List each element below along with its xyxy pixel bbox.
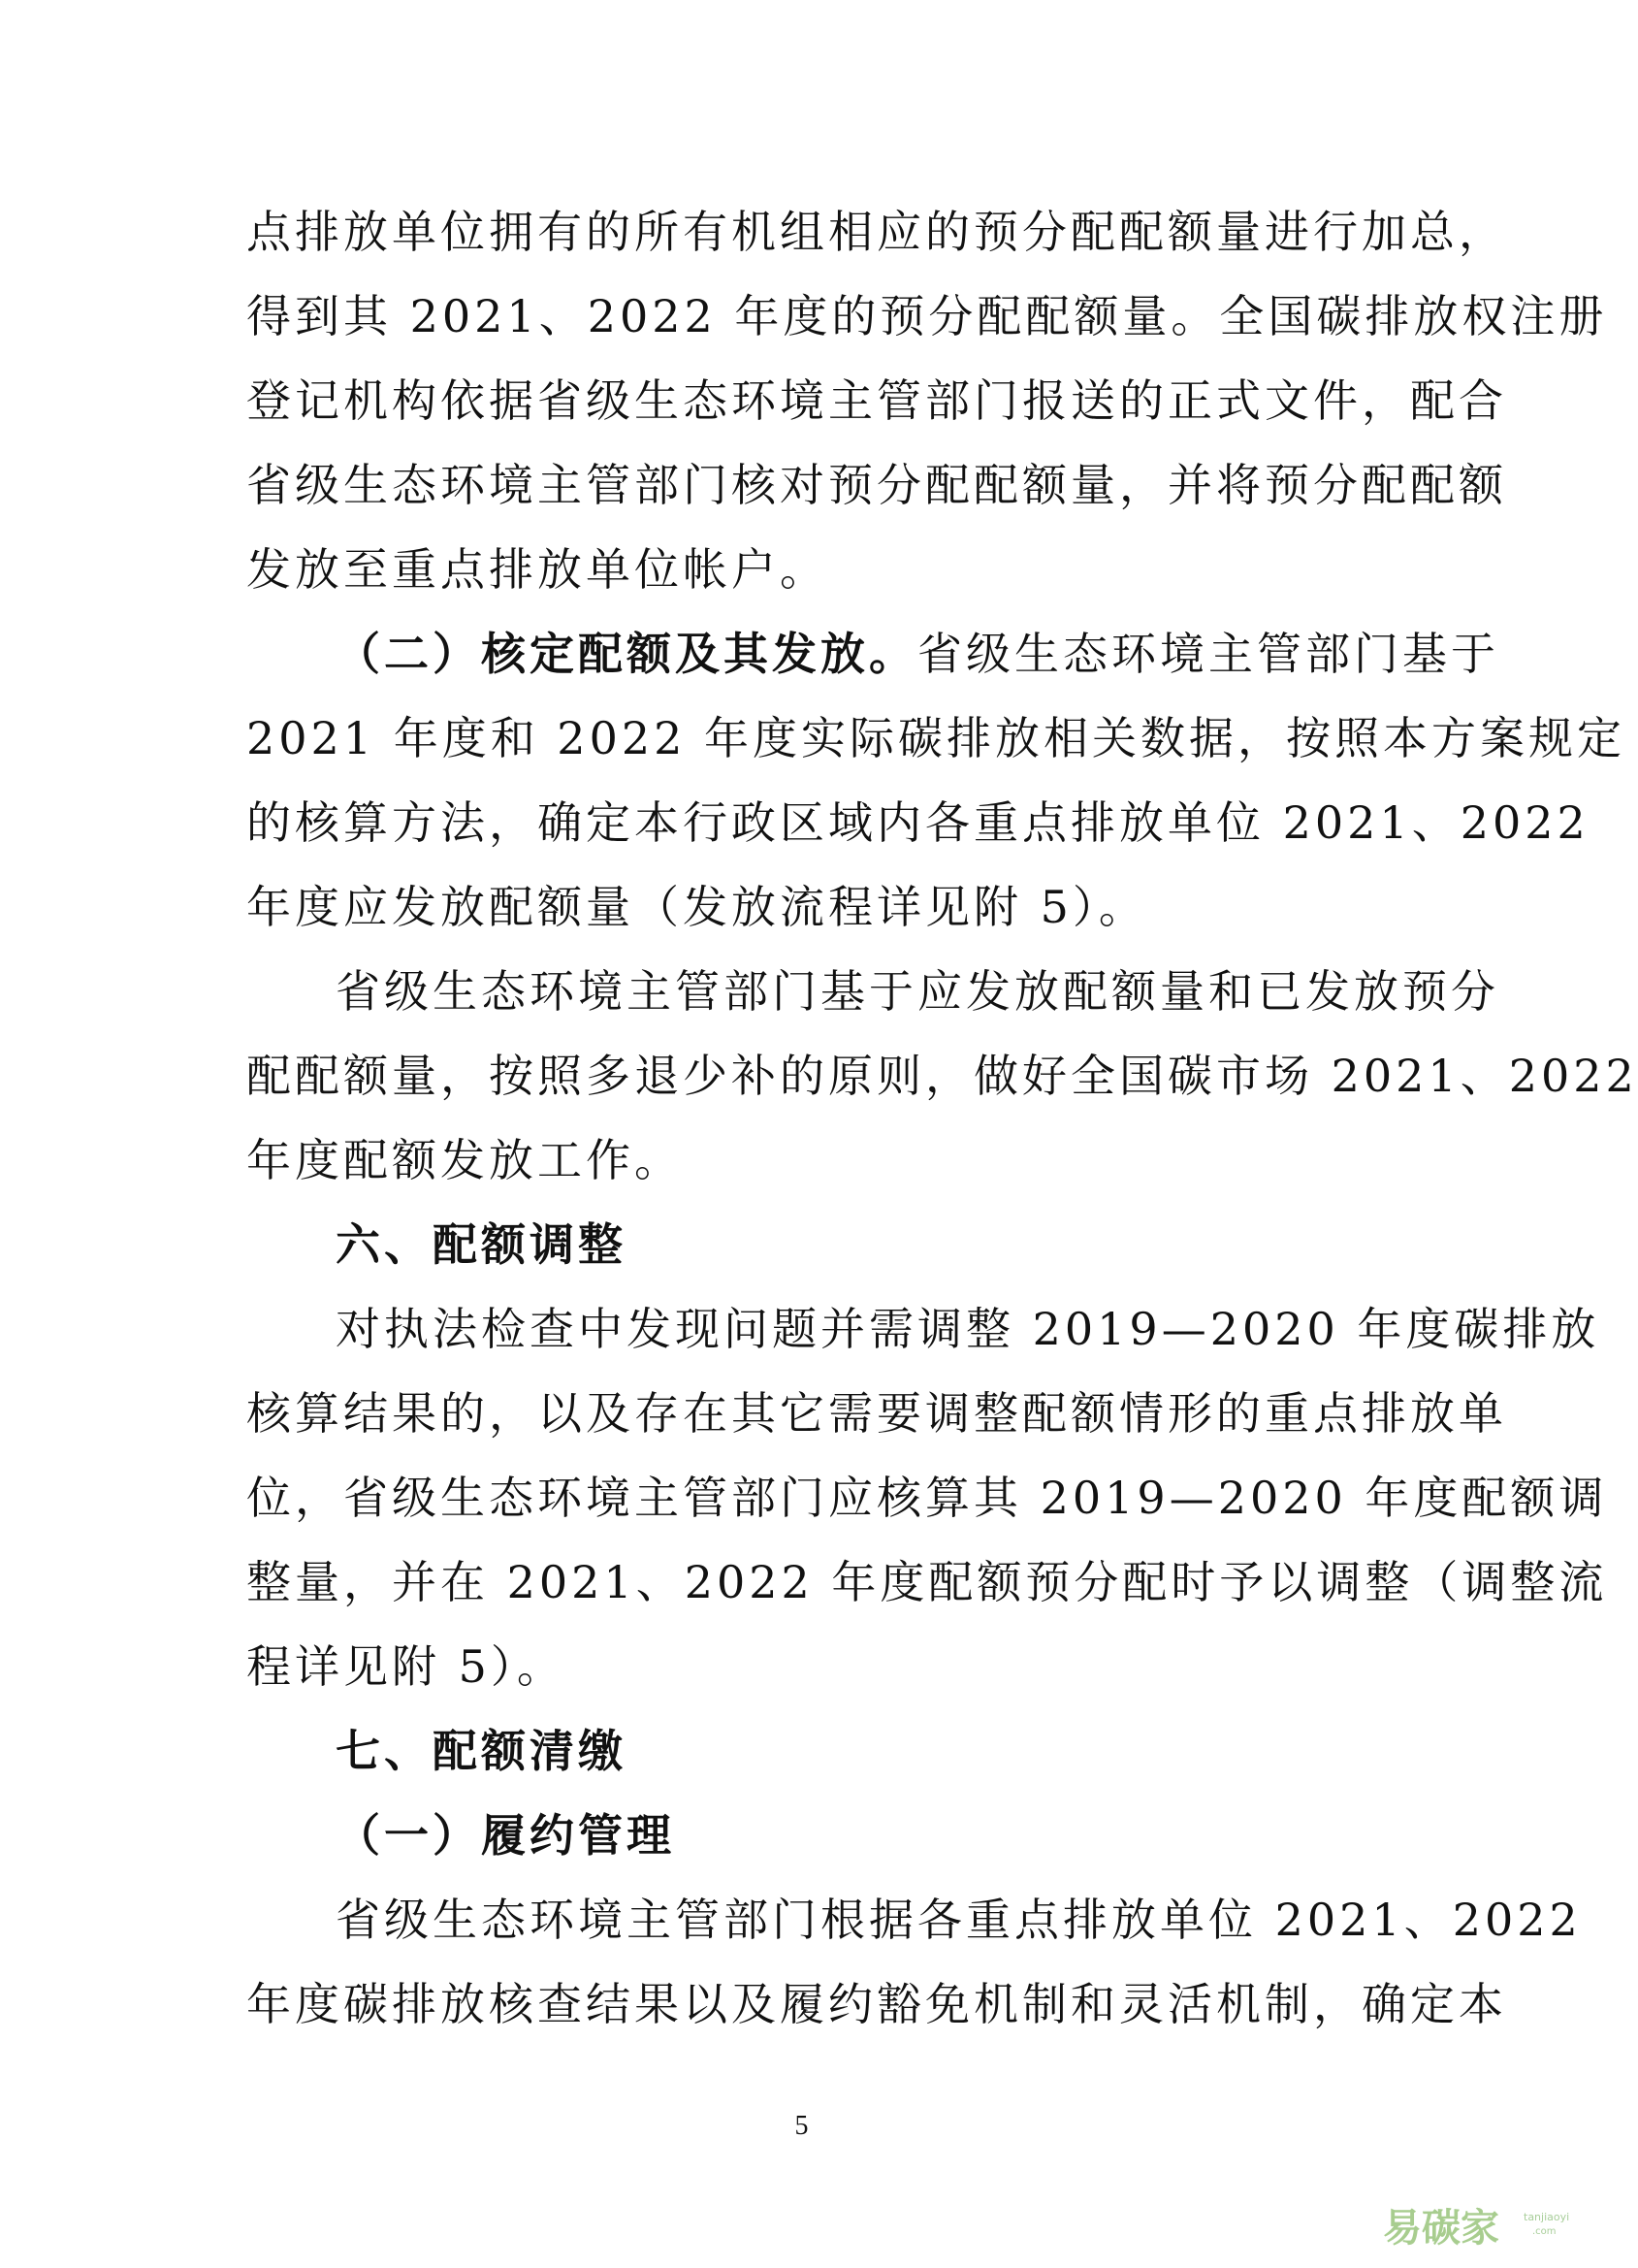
paragraph-line: 位，省级生态环境主管部门应核算其 2019—2020 年度配额调 [246,1472,1608,1524]
paragraph-line: 对执法检查中发现问题并需调整 2019—2020 年度碳排放 [336,1303,1600,1355]
section-heading-7: 七、配额清缴 [336,1725,626,1777]
paragraph-line: 省级生态环境主管部门根据各重点排放单位 2021、2022 [336,1894,1582,1946]
paragraph-line: 年度配额发放工作。 [246,1134,683,1186]
paragraph-line: 点排放单位拥有的所有机组相应的预分配配额量进行加总， [246,206,1507,258]
paragraph-line: 核算结果的，以及存在其它需要调整配额情形的重点排放单 [246,1387,1507,1440]
document-body [246,190,1638,2047]
paragraph-line: 年度应发放配额量（发放流程详见附 5）。 [246,881,1147,933]
paragraph-line: 年度碳排放核查结果以及履约豁免机制和灵活机制，确定本 [246,1978,1507,2030]
paragraph-line: 整量，并在 2021、2022 年度配额预分配时予以调整（调整流 [246,1556,1608,1608]
page-number: 5 [794,2111,809,2141]
paragraph-line: 省级生态环境主管部门基于应发放配额量和已发放预分 [336,965,1499,1018]
watermark-brand: 易碳家 [1383,2206,1499,2251]
site-watermark-logo [1383,2199,1596,2257]
paragraph-line: 配配额量，按照多退少补的原则，做好全国碳市场 2021、2022 [246,1050,1638,1102]
paragraph-line: 省级生态环境主管部门核对预分配配额量，并将预分配配额 [246,459,1507,511]
paragraph-line: 程详见附 5）。 [246,1640,565,1693]
section-heading-6: 六、配额调整 [336,1218,626,1271]
paragraph-line: 发放至重点排放单位帐户。 [246,543,828,596]
section-2-line [246,612,1499,697]
paragraph-line: 2021 年度和 2022 年度实际碳排放相关数据，按照本方案规定 [246,712,1625,764]
watermark-domain-suffix: .com [1532,2226,1557,2237]
subsection-heading-1: （一）履约管理 [336,1809,675,1862]
paragraph-line: 得到其 2021、2022 年度的预分配配额量。全国碳排放权注册 [246,290,1608,342]
section-2-text: 省级生态环境主管部门基于 [917,628,1499,680]
paragraph-line: 登记机构依据省级生态环境主管部门报送的正式文件，配合 [246,374,1507,427]
paragraph-line: 的核算方法，确定本行政区域内各重点排放单位 2021、2022 [246,796,1590,849]
section-2-heading: （二）核定配额及其发放。 [336,628,917,680]
watermark-domain: tanjiaoyi [1524,2211,1570,2223]
